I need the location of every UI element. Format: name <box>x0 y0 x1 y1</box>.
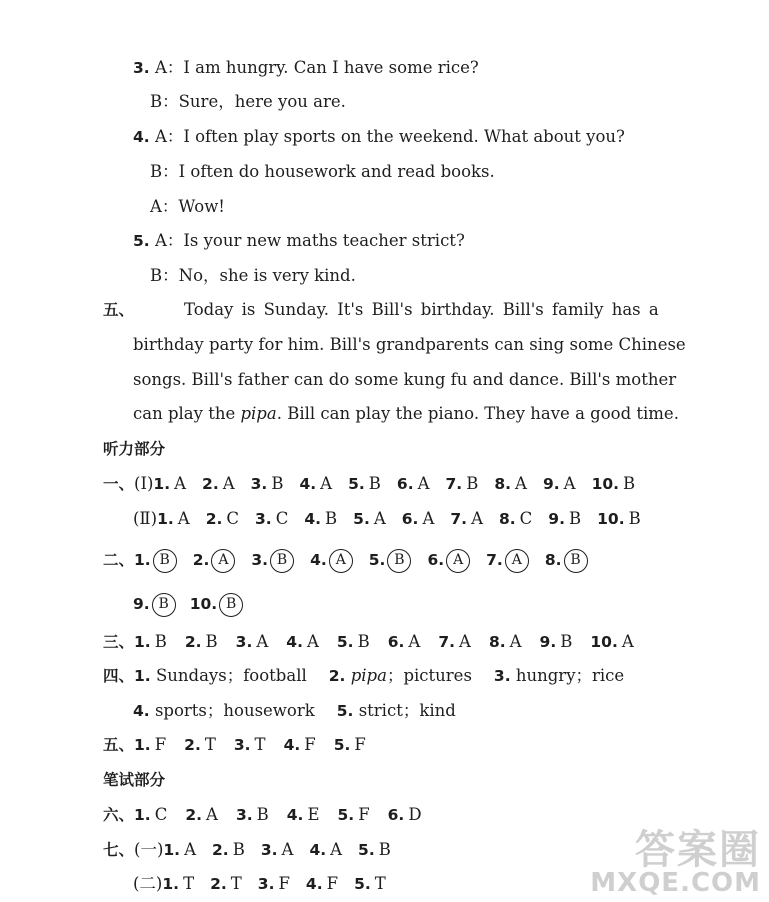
answer-value: B <box>153 549 177 573</box>
dialogue-3b: B：Sure，here you are. <box>150 92 346 111</box>
dialogue-5b: B：No，she is very kind. <box>150 266 356 285</box>
answer-number: 8. <box>494 475 512 493</box>
answer-value: A <box>621 632 634 651</box>
passage-line-4: can play the pipa. Bill can play the piano. They have a good time. <box>133 404 679 423</box>
answer-number: 6. <box>401 510 419 528</box>
answer-value: F <box>358 805 370 824</box>
watermark-logo: 答案圈 MXQE.COM <box>590 827 761 898</box>
answer-number: 1. <box>134 551 151 569</box>
answer-value: B <box>368 474 381 493</box>
answer-value: B <box>623 474 636 493</box>
answer-number: 4. <box>286 806 304 824</box>
answer-value: A <box>256 632 269 651</box>
answer-value: A <box>174 474 187 493</box>
answer-value: B <box>568 509 582 528</box>
passage-label: 五、 <box>103 301 135 319</box>
dialogue-4b: B：I often do housework and read books. <box>150 162 495 181</box>
answer-value: A <box>306 632 319 651</box>
answer-value: B <box>564 549 588 573</box>
answer-value: B <box>378 840 391 859</box>
section-7-row-2: (二)1. T 2. T 3. F 4. F 5. T <box>133 874 386 893</box>
answer-number: 3. <box>257 875 275 893</box>
answer-value: A <box>177 509 190 528</box>
section-2-row-1: 二、1. B 2. A 3. B 4. A 5. B 6. A 7. A 8. B <box>103 548 588 573</box>
answer-number: 2. <box>184 736 201 754</box>
answer-number: 3. <box>260 841 278 859</box>
answer-number: 3. <box>251 551 269 569</box>
answer-number: 4. <box>299 475 317 493</box>
answer-number: 1. <box>134 736 151 754</box>
answer-number: 9. <box>133 595 150 613</box>
answer-number: 2. <box>185 806 203 824</box>
answer-value: A <box>417 474 430 493</box>
answer-number: 1. <box>162 875 180 893</box>
answer-number: 9. <box>548 510 565 528</box>
answer-number: 8. <box>488 633 506 651</box>
answer-value: D <box>408 805 422 824</box>
answer-value: T <box>183 874 195 893</box>
answer-value: F <box>278 874 290 893</box>
answer-value: F <box>326 874 339 893</box>
answer-number: 6. <box>427 551 445 569</box>
answer-value: B <box>152 593 176 617</box>
answer-number: 3. <box>255 510 272 528</box>
answer-value: T <box>230 874 242 893</box>
answer-value: C <box>226 509 240 528</box>
section-1-row-1: 一、(Ⅰ)1. A 2. A 3. B 4. A 5. B 6. A 7. B 8. A 9. A 10. B <box>103 474 636 493</box>
answer-value: C <box>519 509 533 528</box>
answer-value: A <box>471 509 483 528</box>
dialogue-4c: A：Wow! <box>150 197 225 216</box>
section-2-row-2 <box>133 592 243 617</box>
answer-number: 2. <box>192 551 210 569</box>
answer-value: T <box>204 735 216 754</box>
answer-number: 9. <box>539 633 557 651</box>
answer-number: 3. <box>233 736 251 754</box>
answer-value: C <box>275 509 289 528</box>
answer-number: 10. <box>591 475 620 493</box>
answer-value: B <box>325 509 338 528</box>
dialogue-5a: 5. A：Is your new maths teacher strict? <box>133 231 465 250</box>
answer-number: 8. <box>544 551 562 569</box>
answer-number: 1. <box>163 841 181 859</box>
answer-number: 5. <box>337 806 355 824</box>
answer-number: 2. <box>205 510 223 528</box>
answer-value: A <box>509 632 522 651</box>
answer-value: A <box>505 549 529 573</box>
answer-number: 6. <box>396 475 414 493</box>
answer-number: 10. <box>597 510 625 528</box>
answer-value: A <box>459 632 471 651</box>
answer-value: F <box>154 735 167 754</box>
answer-value: T <box>374 874 386 893</box>
answer-number: 5. <box>354 875 371 893</box>
dialogue-4a: 4. A：I often play sports on the weekend. What about you? <box>133 127 625 146</box>
writing-title: 笔试部分 <box>103 771 166 789</box>
answer-number: 9. <box>542 475 560 493</box>
answer-value: B <box>271 474 284 493</box>
answer-number: 4. <box>305 875 323 893</box>
section-4-row-1: 四、1. Sundays；football 2. pipa；pictures 3. hungry；rice <box>103 666 625 685</box>
answer-value: A <box>281 840 294 859</box>
answer-value: B <box>387 549 411 573</box>
answer-value: B <box>466 474 479 493</box>
answer-number: 7. <box>486 551 503 569</box>
answer-value: B <box>232 840 245 859</box>
answer-value: A <box>330 840 343 859</box>
answer-value: B <box>357 632 370 651</box>
answer-number: 7. <box>445 475 463 493</box>
answer-number: 3. <box>235 806 253 824</box>
section-4-row-2: 4. sports；housework 5. strict；kind <box>133 701 456 720</box>
dialogue-3a: 3. A：I am hungry. Can I have some rice? <box>133 58 479 77</box>
answer-value: C <box>154 805 168 824</box>
answer-value: B <box>560 632 573 651</box>
answer-value: A <box>408 632 421 651</box>
answer-value: B <box>219 593 243 617</box>
answer-number: 5. <box>358 841 375 859</box>
answer-number: 5. <box>353 510 370 528</box>
answer-number: 2. <box>184 633 202 651</box>
answer-number: 10. <box>189 595 218 613</box>
answer-number: 1. <box>157 510 174 528</box>
answer-number: 4. <box>309 841 327 859</box>
answer-value: F <box>354 735 366 754</box>
section-1-row-2: (Ⅱ)1. A 2. C 3. C 4. B 5. A 6. A 7. A 8. C 9. B 10. B <box>133 509 641 528</box>
answer-number: 10. <box>590 633 618 651</box>
passage-line-1: Today is Sunday. It's Bill's birthday. Bill's family has a <box>184 300 659 319</box>
answer-value: A <box>329 549 353 573</box>
answer-number: 7. <box>450 510 468 528</box>
answer-value: A <box>422 509 435 528</box>
answer-value: T <box>254 735 266 754</box>
answer-number: 8. <box>498 510 516 528</box>
answer-number: 5. <box>336 633 354 651</box>
answer-value: A <box>563 474 576 493</box>
section-7-row-1: 七、(一)1. A 2. B 3. A 4. A 5. B <box>103 840 391 859</box>
answer-number: 4. <box>286 633 303 651</box>
answer-number: 6. <box>387 806 405 824</box>
passage-line-2: birthday party for him. Bill's grandparents can sing some Chinese <box>133 335 686 354</box>
answer-number: 5. <box>348 475 365 493</box>
answer-value: A <box>206 805 218 824</box>
answer-number: 3. <box>250 475 268 493</box>
answer-value: B <box>628 509 641 528</box>
answer-value: A <box>184 840 196 859</box>
answer-value: B <box>154 632 167 651</box>
answer-number: 4. <box>283 736 301 754</box>
answer-value: A <box>222 474 235 493</box>
answer-number: 5. <box>368 551 386 569</box>
answer-number: 4. <box>304 510 322 528</box>
listening-title: 听力部分 <box>103 440 166 458</box>
answer-number: 3. <box>235 633 253 651</box>
section-3: 三、1. B 2. B 3. A 4. A 5. B 6. A 7. A 8. A 9. B 10. A <box>103 632 634 651</box>
answer-value: B <box>270 549 294 573</box>
answer-number: 1. <box>134 633 151 651</box>
answer-number: 6. <box>387 633 405 651</box>
answer-value: A <box>211 549 235 573</box>
answer-value: E <box>307 805 320 824</box>
answer-number: 4. <box>310 551 327 569</box>
answer-value: F <box>304 735 316 754</box>
answer-number: 2. <box>212 841 229 859</box>
answer-number: 1. <box>153 475 171 493</box>
answer-value: A <box>320 474 333 493</box>
answer-value: B <box>205 632 218 651</box>
answer-number: 5. <box>333 736 351 754</box>
passage-line-3: songs. Bill's father can do some kung fu and dance. Bill's mother <box>133 370 677 389</box>
section-5: 五、1. F 2. T 3. T 4. F 5. F <box>103 735 366 754</box>
answer-value: A <box>515 474 527 493</box>
answer-value: B <box>256 805 269 824</box>
answer-number: 2. <box>202 475 219 493</box>
answer-number: 2. <box>210 875 227 893</box>
answer-value: A <box>373 509 386 528</box>
section-6: 六、1. C 2. A 3. B 4. E 5. F 6. D <box>103 805 422 824</box>
answer-number: 1. <box>134 806 151 824</box>
answer-number: 7. <box>438 633 456 651</box>
answer-value: A <box>446 549 470 573</box>
